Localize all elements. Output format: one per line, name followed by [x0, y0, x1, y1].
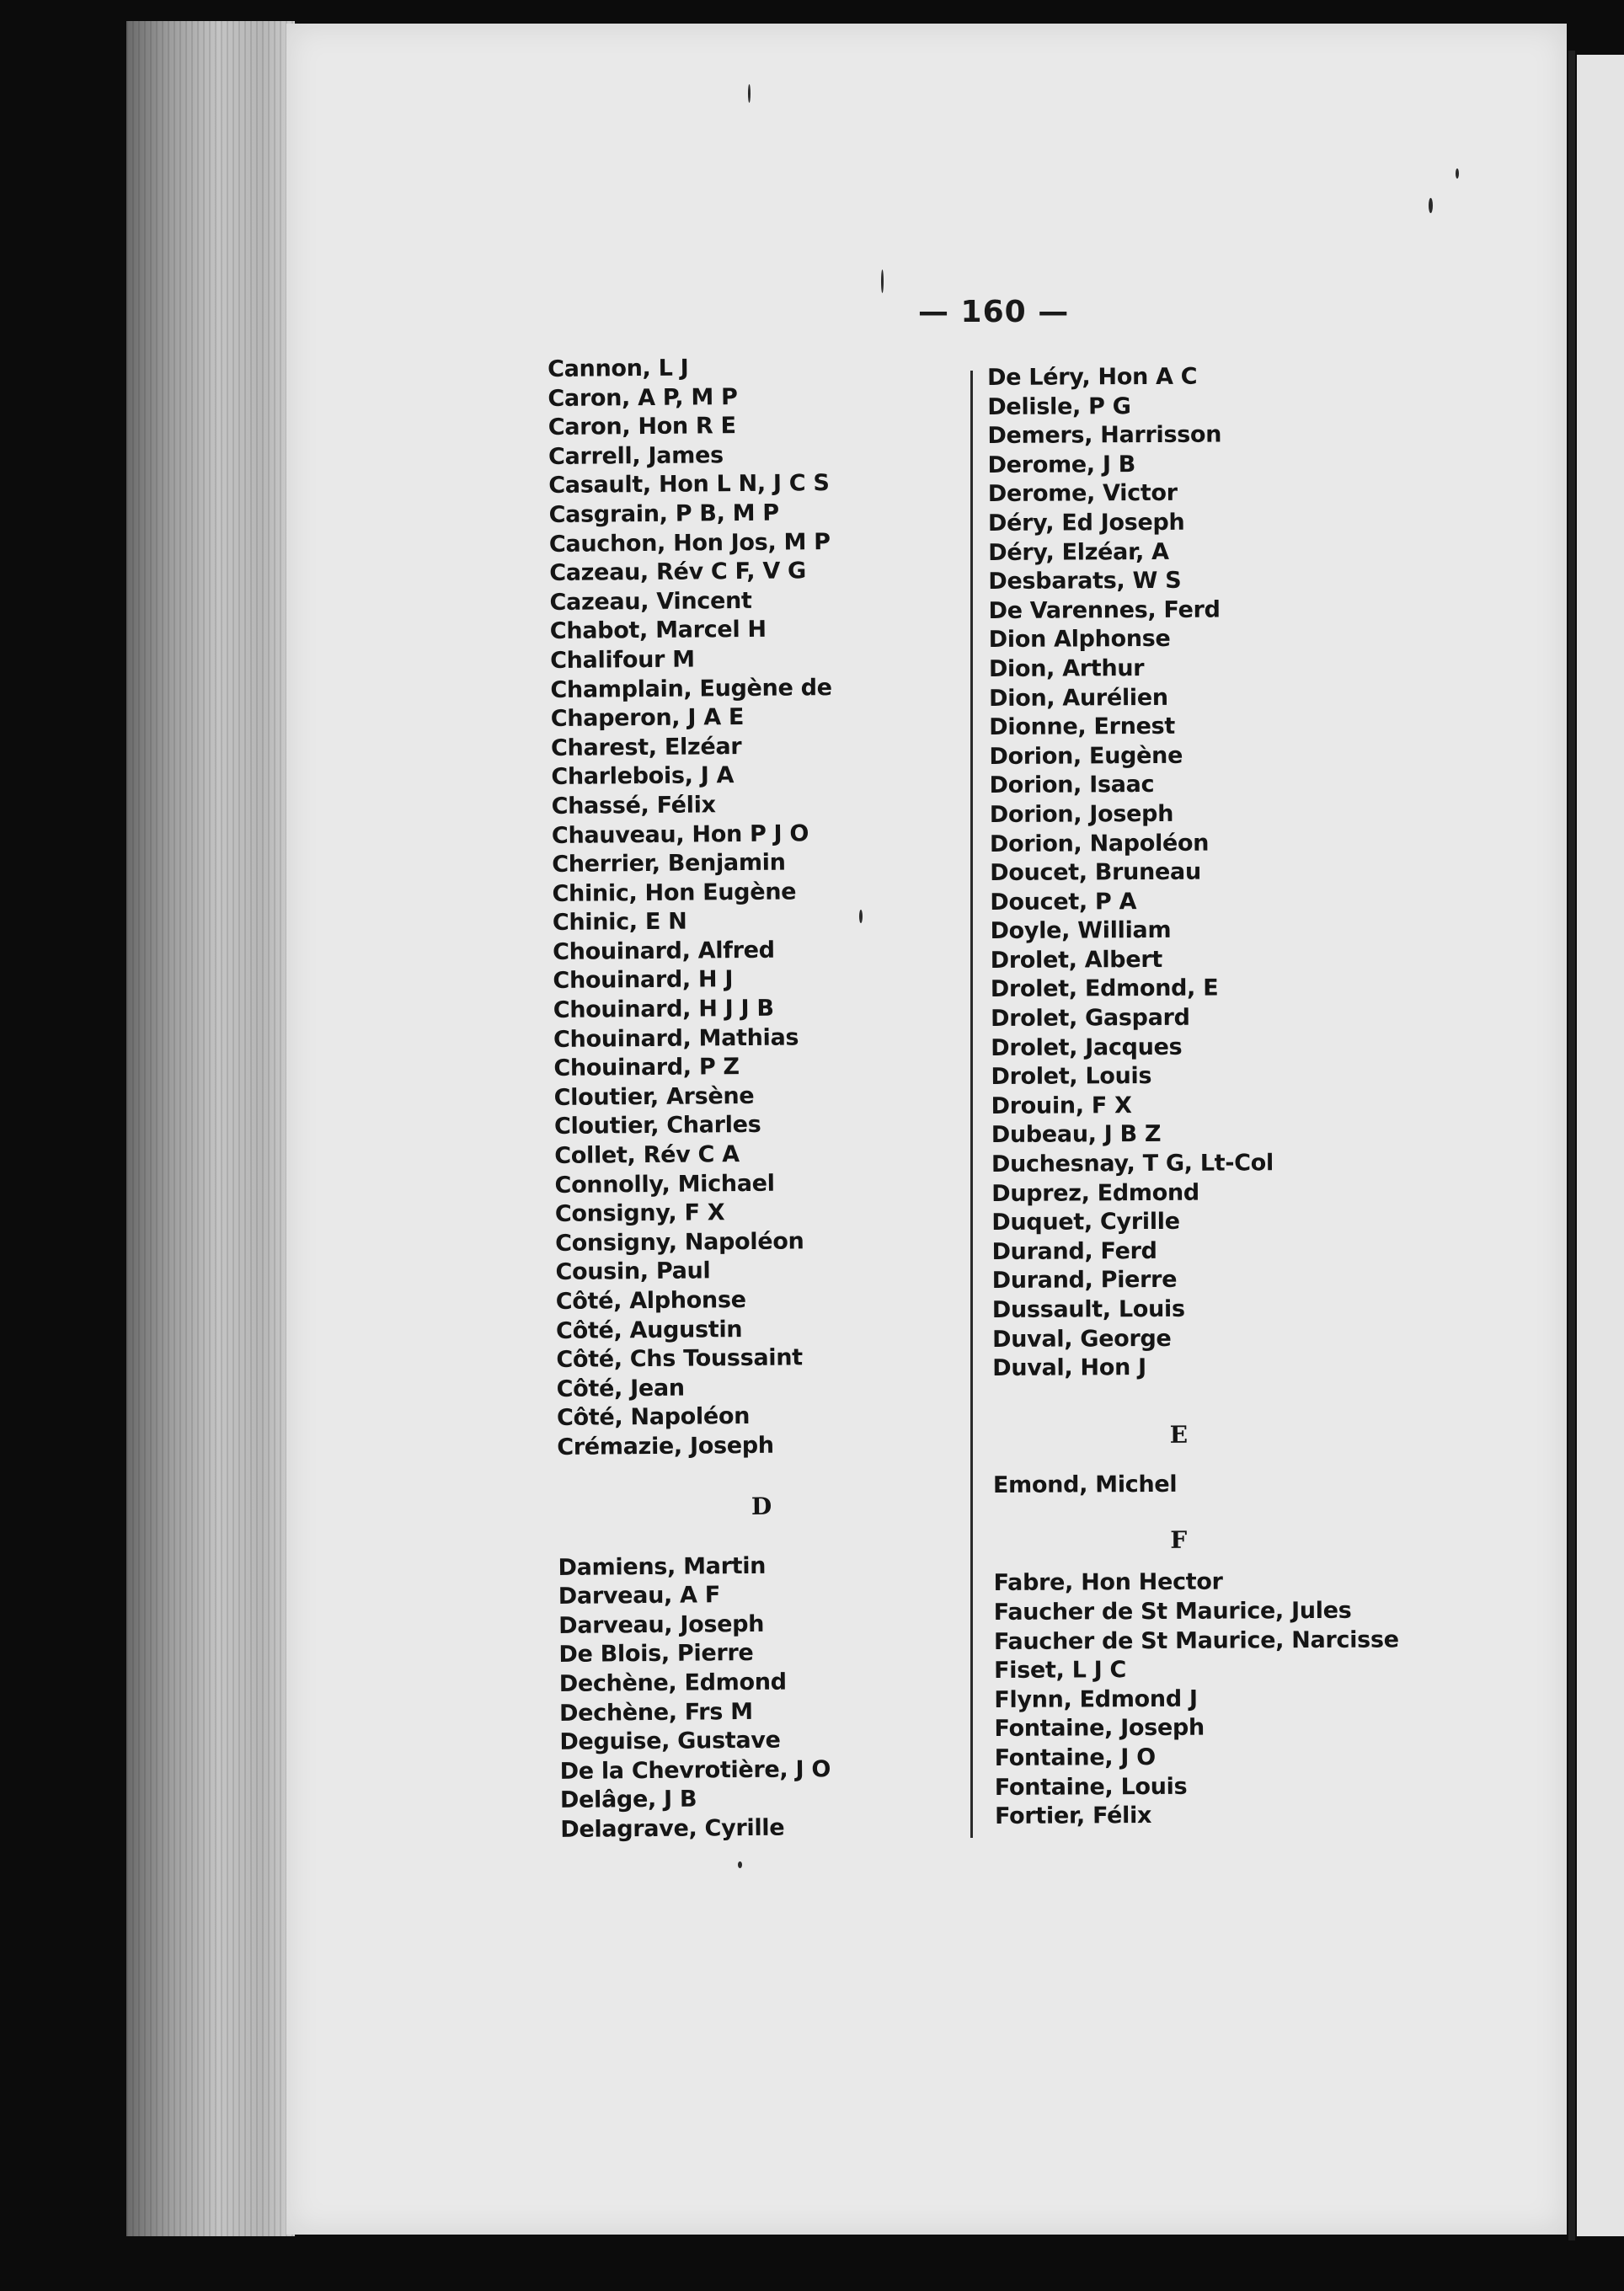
directory-entry: Champlain, Eugène de — [550, 674, 832, 703]
directory-entry: Cherrier, Benjamin — [552, 849, 786, 878]
directory-entry: Côté, Alphonse — [555, 1286, 746, 1315]
directory-entry: Delisle, P G — [987, 393, 1131, 420]
directory-entry: Chinic, E N — [552, 908, 687, 937]
directory-entry: Darveau, Joseph — [558, 1610, 765, 1639]
directory-entry: Duval, George — [991, 1325, 1172, 1353]
directory-entry: Drolet, Louis — [991, 1063, 1152, 1091]
directory-entry: Caron, Hon R E — [548, 413, 736, 441]
directory-entry: Derome, J B — [987, 451, 1136, 478]
directory-entry: Emond, Michel — [992, 1471, 1178, 1498]
d-entries-left — [558, 1551, 841, 1845]
directory-entry: Dorion, Joseph — [989, 800, 1174, 828]
directory-entry: Cloutier, Charles — [553, 1112, 761, 1140]
d-entries-right — [987, 361, 1397, 1383]
page-number: — 160 — — [918, 295, 1070, 329]
directory-entry: De Blois, Pierre — [558, 1640, 754, 1669]
directory-entry: Duquet, Cyrille — [991, 1209, 1180, 1236]
directory-entry: Côté, Jean — [556, 1375, 685, 1402]
directory-entry: Fortier, Félix — [994, 1802, 1152, 1830]
directory-entry: Chouinard, Mathias — [553, 1024, 799, 1053]
directory-entry: Cloutier, Arsène — [553, 1082, 755, 1111]
directory-entry: Desbarats, W S — [988, 567, 1182, 595]
directory-entry: Drolet, Gaspard — [990, 1004, 1190, 1033]
directory-entry: Faucher de St Maurice, Jules — [993, 1597, 1352, 1626]
column-divider — [970, 371, 973, 1838]
directory-entry: Carrell, James — [548, 441, 724, 470]
directory-entry: De la Chevrotière, J O — [559, 1755, 831, 1785]
directory-entry: Doyle, William — [990, 917, 1172, 945]
directory-entry: Demers, Harrisson — [987, 421, 1222, 450]
directory-entry: Collet, Rév C A — [554, 1141, 740, 1169]
directory-entry: Durand, Ferd — [991, 1237, 1157, 1265]
directory-entry: Chaperon, J A E — [550, 704, 745, 733]
facing-page-edge — [1577, 55, 1624, 2236]
directory-entry: Duchesnay, T G, Lt-Col — [991, 1150, 1274, 1178]
section-letter-e: E — [1169, 1420, 1189, 1449]
directory-entry: Déry, Elzéar, A — [988, 538, 1169, 566]
directory-entry: Doucet, Bruneau — [990, 858, 1201, 887]
directory-entry: Doucet, P A — [990, 888, 1137, 916]
ink-speck — [748, 84, 751, 103]
c-entries — [548, 353, 839, 1462]
directory-entry: Dechène, Edmond — [558, 1669, 787, 1697]
directory-entry: Chouinard, H J J B — [553, 995, 774, 1024]
page-gutter — [1568, 51, 1575, 2240]
directory-entry: Chinic, Hon Eugène — [552, 878, 797, 907]
directory-entry: Fontaine, J O — [994, 1744, 1156, 1771]
directory-entry: Dussault, Louis — [991, 1295, 1185, 1323]
spacer — [992, 1381, 1397, 1401]
directory-entry: Chabot, Marcel H — [549, 617, 767, 645]
directory-entry: Fiset, L J C — [994, 1657, 1127, 1685]
f-entries — [993, 1567, 1399, 1832]
directory-entry: Consigny, Napoléon — [555, 1228, 804, 1257]
directory-entry: Charlebois, J A — [551, 762, 735, 791]
directory-entry: Cauchon, Hon Jos, M P — [548, 528, 831, 558]
directory-entry: Flynn, Edmond J — [994, 1685, 1198, 1713]
right-column — [987, 361, 1400, 1831]
directory-entry: Darveau, A F — [558, 1582, 721, 1610]
directory-entry: Duval, Hon J — [992, 1354, 1146, 1382]
directory-entry: Cazeau, Vincent — [549, 587, 752, 616]
directory-entry: Delagrave, Cyrille — [560, 1814, 785, 1843]
ink-speck — [1429, 198, 1433, 213]
directory-entry: Dorion, Isaac — [989, 772, 1155, 799]
directory-entry: Drouin, F X — [991, 1092, 1132, 1119]
directory-entry: Côté, Chs Toussaint — [556, 1344, 803, 1374]
ink-speck — [881, 270, 884, 293]
directory-entry: Dubeau, J B Z — [991, 1121, 1162, 1149]
directory-entry: Drolet, Jacques — [991, 1033, 1183, 1061]
e-entries — [993, 1469, 1398, 1500]
directory-entry: Caron, A P, M P — [548, 383, 738, 412]
directory-entry: Chauveau, Hon P J O — [551, 820, 809, 849]
directory-entry: Côté, Napoléon — [556, 1403, 751, 1432]
directory-entry: Dion Alphonse — [988, 626, 1171, 654]
directory-entry: Durand, Pierre — [991, 1267, 1178, 1295]
directory-entry: De Varennes, Ferd — [988, 596, 1221, 624]
directory-entry: Damiens, Martin — [558, 1552, 767, 1581]
page-edges — [126, 21, 295, 2236]
section-letter-d: D — [751, 1492, 773, 1520]
directory-entry: Cazeau, Rév C F, V G — [549, 558, 807, 587]
directory-entry: Dion, Aurélien — [988, 684, 1168, 712]
directory-entry: Duprez, Edmond — [991, 1179, 1200, 1207]
section-letter-f: F — [1170, 1526, 1189, 1555]
directory-entry: Drolet, Albert — [990, 946, 1163, 974]
left-column — [548, 353, 842, 1845]
directory-entry: Casgrain, P B, M P — [548, 499, 779, 528]
directory-entry: Chouinard, H J — [553, 966, 734, 995]
directory-entry: Dionne, Ernest — [989, 713, 1176, 741]
directory-entry: Chouinard, P Z — [553, 1054, 740, 1082]
directory-entry: Delâge, J B — [559, 1786, 697, 1814]
directory-entry: Derome, Victor — [987, 480, 1178, 508]
directory-entry: Fontaine, Joseph — [994, 1715, 1205, 1743]
directory-entry: Cousin, Paul — [555, 1258, 711, 1286]
directory-entry: Dorion, Eugène — [989, 742, 1183, 770]
directory-entry: Côté, Augustin — [555, 1316, 743, 1344]
ink-speck — [738, 1861, 742, 1868]
ink-speck — [1456, 168, 1459, 179]
directory-entry: Fabre, Hon Hector — [993, 1568, 1223, 1597]
directory-entry: Cannon, L J — [548, 355, 689, 382]
directory-entry: Charest, Elzéar — [550, 733, 742, 761]
directory-entry: Déry, Ed Joseph — [987, 509, 1185, 537]
directory-entry: Dechène, Frs M — [558, 1698, 753, 1727]
directory-entry: Dion, Arthur — [988, 654, 1145, 682]
directory-entry: Connolly, Michael — [554, 1170, 775, 1199]
directory-entry: Deguise, Gustave — [559, 1727, 781, 1756]
directory-entry: Fontaine, Louis — [994, 1773, 1188, 1801]
directory-entry: Consigny, F X — [554, 1199, 725, 1228]
directory-entry: Chouinard, Alfred — [553, 937, 775, 965]
directory-entry: Chalifour M — [550, 646, 695, 674]
directory-entry: Chassé, Félix — [551, 792, 716, 820]
directory-entry: Faucher de St Maurice, Narcisse — [993, 1626, 1399, 1655]
ink-speck — [859, 910, 863, 923]
directory-entry: Dorion, Napoléon — [989, 830, 1210, 857]
directory-entry: Drolet, Edmond, E — [990, 975, 1219, 1003]
directory-entry: De Léry, Hon A C — [987, 363, 1198, 391]
directory-entry: Casault, Hon L N, J C S — [548, 470, 830, 499]
directory-entry: Crémazie, Joseph — [557, 1432, 774, 1461]
